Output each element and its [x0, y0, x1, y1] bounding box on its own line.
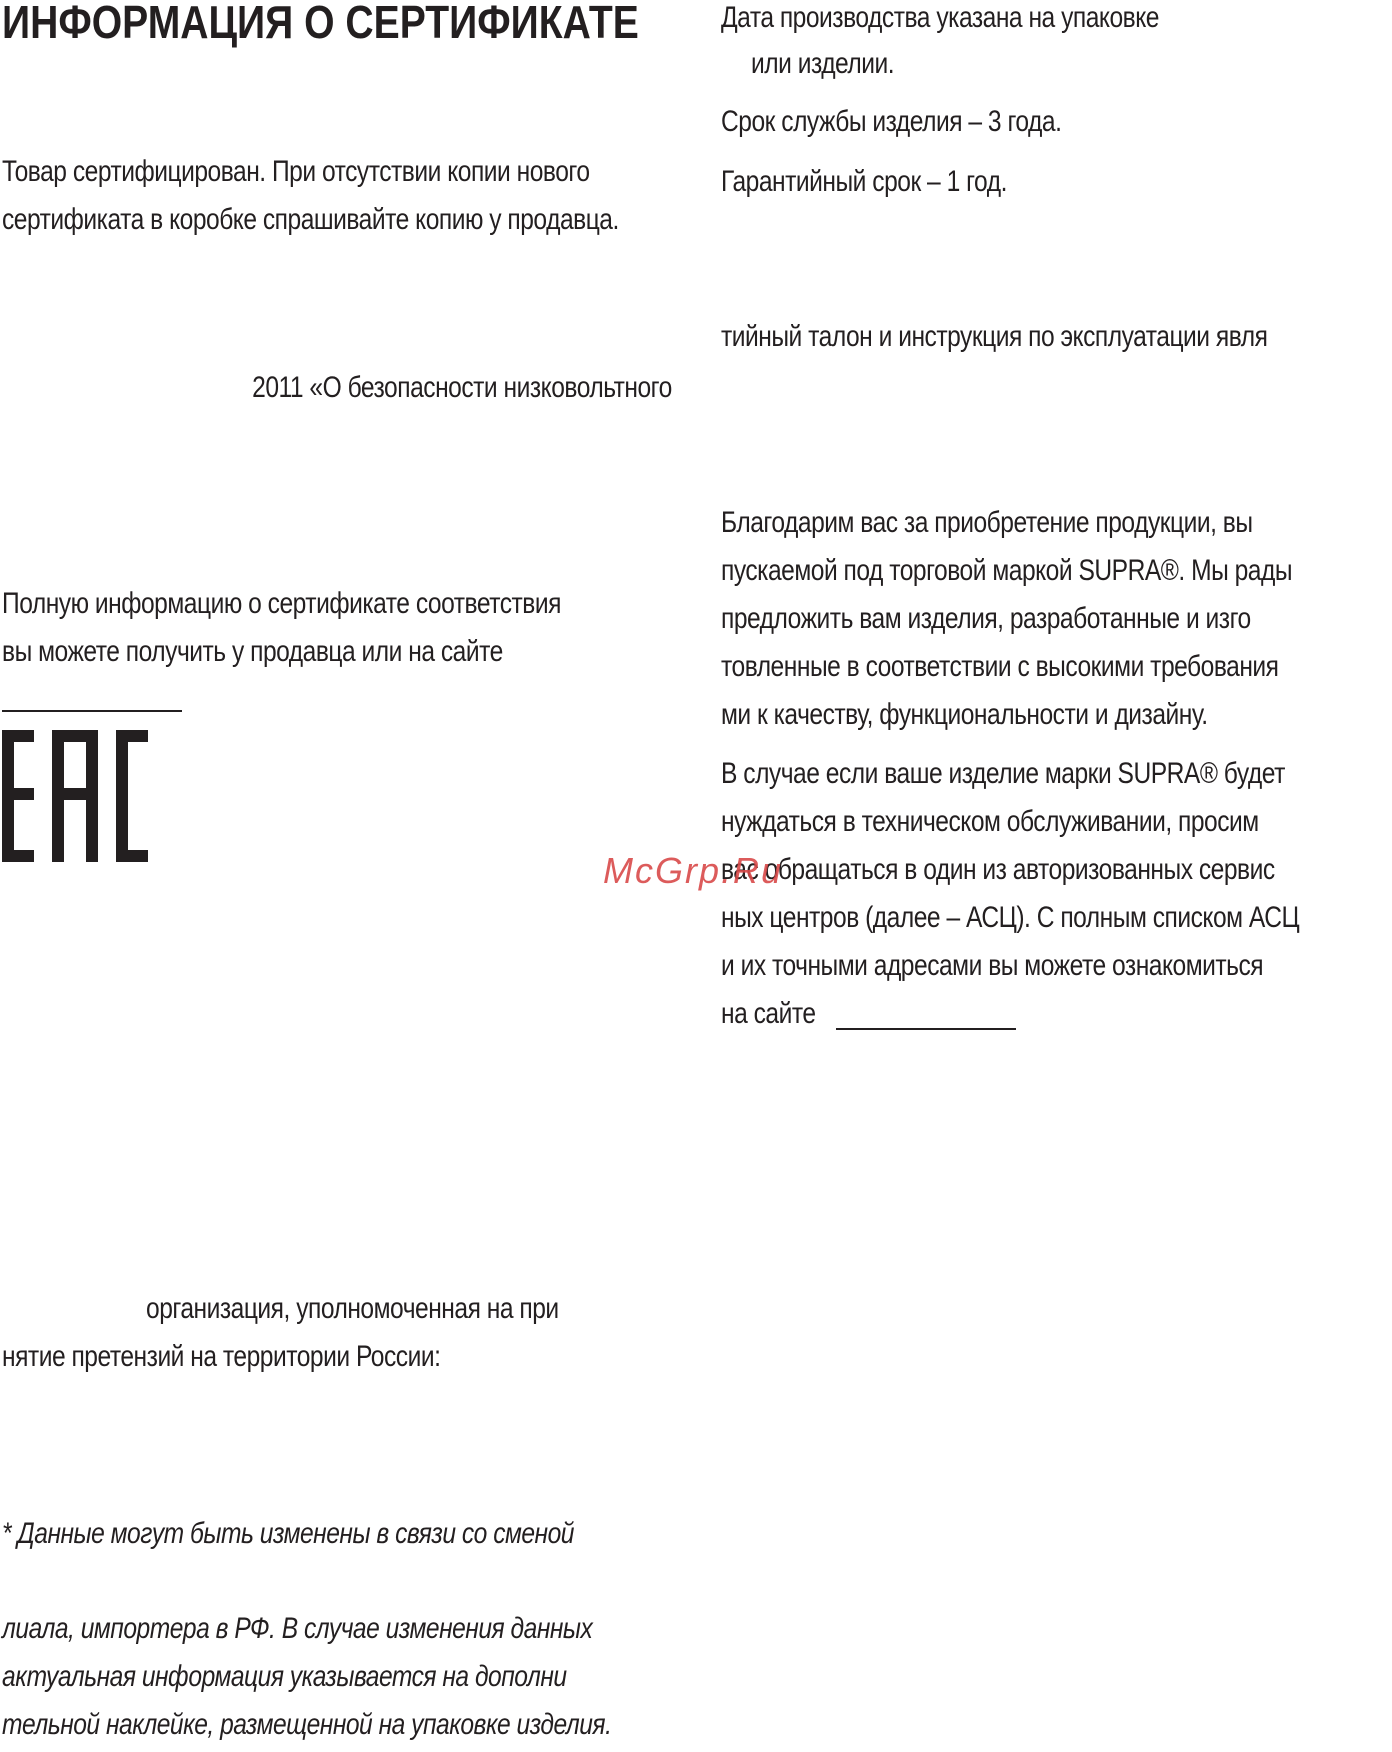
warranty-talon-fragment: тийный талон и инструкция по эксплуатации явля — [721, 320, 1268, 353]
organization-line-2: нятие претензий на территории России: — [2, 1340, 441, 1373]
page-title: ИНФОРМАЦИЯ О СЕРТИФИКАТЕ — [2, 0, 639, 48]
service-line-5: и их точными адресами вы можете ознакомиться — [721, 949, 1264, 982]
service-line-6: на сайте — [721, 997, 816, 1030]
service-life: Срок службы изделия – 3 года. — [721, 105, 1062, 138]
certified-line-1: Товар сертифицирован. При отсутствии копии нового — [2, 155, 590, 188]
footnote-line-3: актуальная информация указывается на дополни — [2, 1660, 567, 1693]
footnote-line-4: тельной наклейке, размещенной на упаковке изделия. — [2, 1708, 612, 1741]
service-line-2: нуждаться в техническом обслуживании, просим — [721, 805, 1259, 838]
service-website-blank-line — [836, 1028, 1016, 1030]
thanks-line-4: товленные в соответствии с высокими требования — [721, 650, 1279, 683]
service-line-4: ных центров (далее – АСЦ). С полным списком АСЦ — [721, 901, 1300, 934]
certified-line-2: сертификата в коробке спрашивайте копию у продавца. — [2, 203, 619, 236]
service-line-1: В случае если ваше изделие марки SUPRA® будет — [721, 757, 1285, 790]
service-line-3: вас обращаться в один из авторизованных сервис — [721, 853, 1275, 886]
watermark: McGrp.Ru — [603, 850, 784, 891]
warranty-period: Гарантийный срок – 1 год. — [721, 165, 1007, 198]
full-info-line-2: вы можете получить у продавца или на сайте — [2, 635, 503, 668]
website-blank-line — [2, 710, 182, 712]
organization-line-1: организация, уполномоченная на при — [146, 1292, 559, 1325]
thanks-line-2: пускаемой под торговой маркой SUPRA®. Мы рады — [721, 554, 1293, 587]
production-date-line-1: Дата производства указана на упаковке — [721, 1, 1159, 34]
production-date-line-2: или изделии. — [751, 47, 895, 80]
footnote-line-1: * Данные могут быть изменены в связи со сменой — [2, 1517, 574, 1550]
full-info-line-1: Полную информацию о сертификате соответствия — [2, 587, 561, 620]
footnote-line-2: лиала, импортера в РФ. В случае изменения данных — [2, 1612, 593, 1645]
thanks-line-5: ми к качеству, функциональности и дизайну. — [721, 698, 1208, 731]
thanks-line-3: предложить вам изделия, разработанные и изго — [721, 602, 1251, 635]
eac-certification-logo — [2, 730, 148, 862]
regulation-fragment: 2011 «О безопасности низковольтного — [252, 371, 672, 404]
thanks-line-1: Благодарим вас за приобретение продукции, вы — [721, 506, 1253, 539]
